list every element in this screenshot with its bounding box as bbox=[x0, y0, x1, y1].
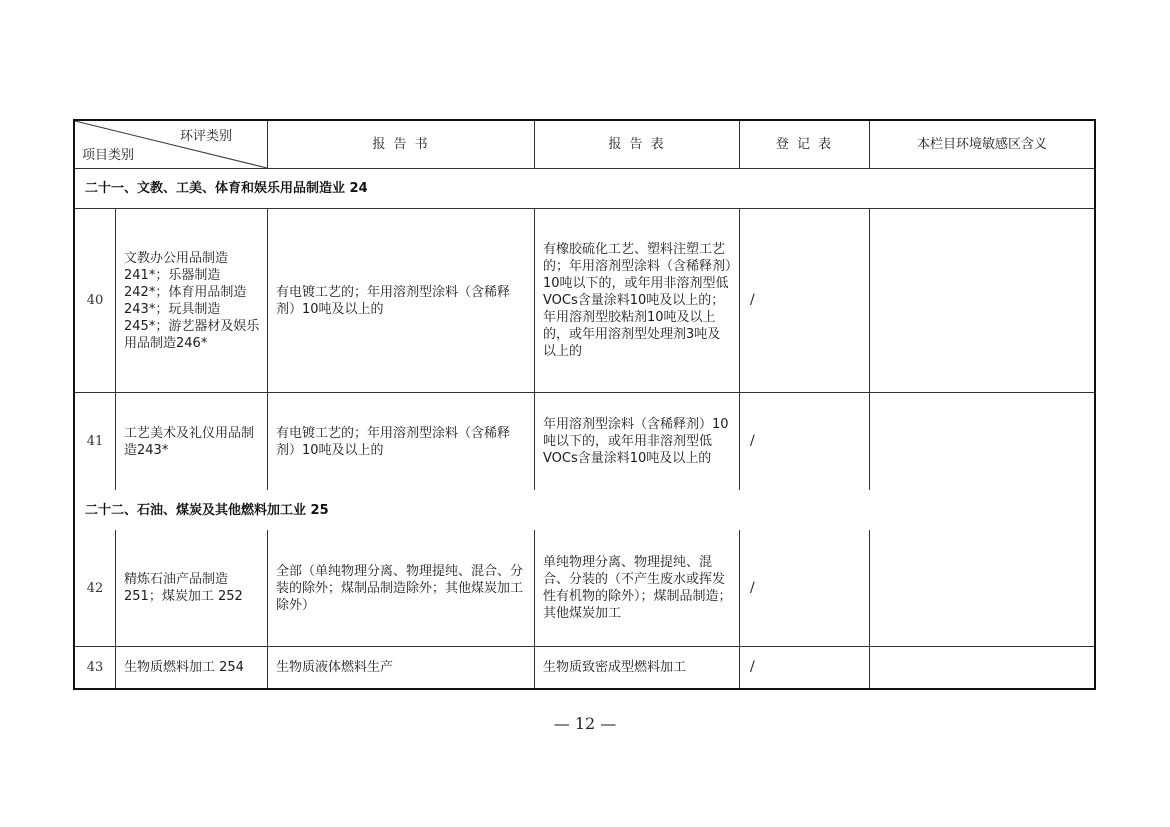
row-number: 43 bbox=[86, 660, 104, 675]
report-book-criteria: 有电镀工艺的；年用溶剂型涂料（含稀释剂）10吨及以上的 bbox=[276, 284, 511, 317]
section-title: 二十二、石油、煤炭及其他燃料加工业 25 bbox=[85, 502, 329, 518]
row-number: 40 bbox=[86, 293, 104, 308]
page-number: — 12 — bbox=[553, 714, 617, 733]
report-form-criteria: 单纯物理分离、物理提纯、混合、分装的（不产生废水或挥发性有机物的除外）；煤制品制造；其他煤炭加工 bbox=[543, 555, 732, 621]
sensitive-area-value bbox=[870, 647, 1094, 688]
project-category: 精炼石油产品制造251；煤炭加工 252 bbox=[124, 572, 243, 604]
project-category: 工艺美术及礼仪用品制造243* bbox=[124, 425, 255, 458]
row-number: 41 bbox=[86, 434, 104, 449]
registration-value: / bbox=[750, 579, 755, 596]
registration-value: / bbox=[750, 292, 755, 308]
header-report-book: 报 告 书 bbox=[372, 137, 430, 152]
registration-value: / bbox=[750, 433, 755, 449]
registration-value: / bbox=[750, 659, 755, 675]
header-sensitive-area: 本栏目环境敏感区含义 bbox=[916, 137, 1047, 152]
sensitive-area-value bbox=[870, 530, 1094, 646]
report-form-criteria: 生物质致密成型燃料加工 bbox=[543, 660, 687, 675]
header-corner-top: 环评类别 bbox=[180, 129, 233, 144]
section-title: 二十一、文教、工美、体育和娱乐用品制造业 24 bbox=[85, 181, 368, 196]
sensitive-area-value bbox=[870, 393, 1094, 490]
header-report-form: 报 告 表 bbox=[608, 137, 666, 152]
project-category: 文教办公用品制造241*；乐器制造242*；体育用品制造243*；玩具制造245*；游艺器材及娱乐用品制造246* bbox=[124, 250, 260, 351]
header-corner-bottom: 项目类别 bbox=[82, 148, 135, 163]
report-book-criteria: 生物质液体燃料生产 bbox=[276, 660, 394, 675]
report-form-criteria: 有橡胶硫化工艺、塑料注塑工艺的；年用溶剂型涂料（含稀释剂）10吨以下的，或年用非溶剂型低VOCs含量涂料10吨及以上的；年用溶剂型胶粘剂10吨及以上的，或年用溶剂型处理剂3吨及以上的 bbox=[543, 242, 732, 359]
report-form-criteria: 年用溶剂型涂料（含稀释剂）10吨以下的，或年用非溶剂型低VOCs含量涂料10吨及以上的 bbox=[543, 417, 729, 466]
report-book-criteria: 全部（单纯物理分离、物理提纯、混合、分装的除外；煤制品制造除外；其他煤炭加工除外） bbox=[276, 563, 524, 613]
project-category: 生物质燃料加工 254 bbox=[124, 660, 244, 675]
header-registration: 登 记 表 bbox=[775, 137, 834, 152]
report-book-criteria: 有电镀工艺的；年用溶剂型涂料（含稀释剂）10吨及以上的 bbox=[276, 425, 511, 458]
sensitive-area-value bbox=[870, 209, 1094, 392]
row-number: 42 bbox=[86, 580, 104, 596]
